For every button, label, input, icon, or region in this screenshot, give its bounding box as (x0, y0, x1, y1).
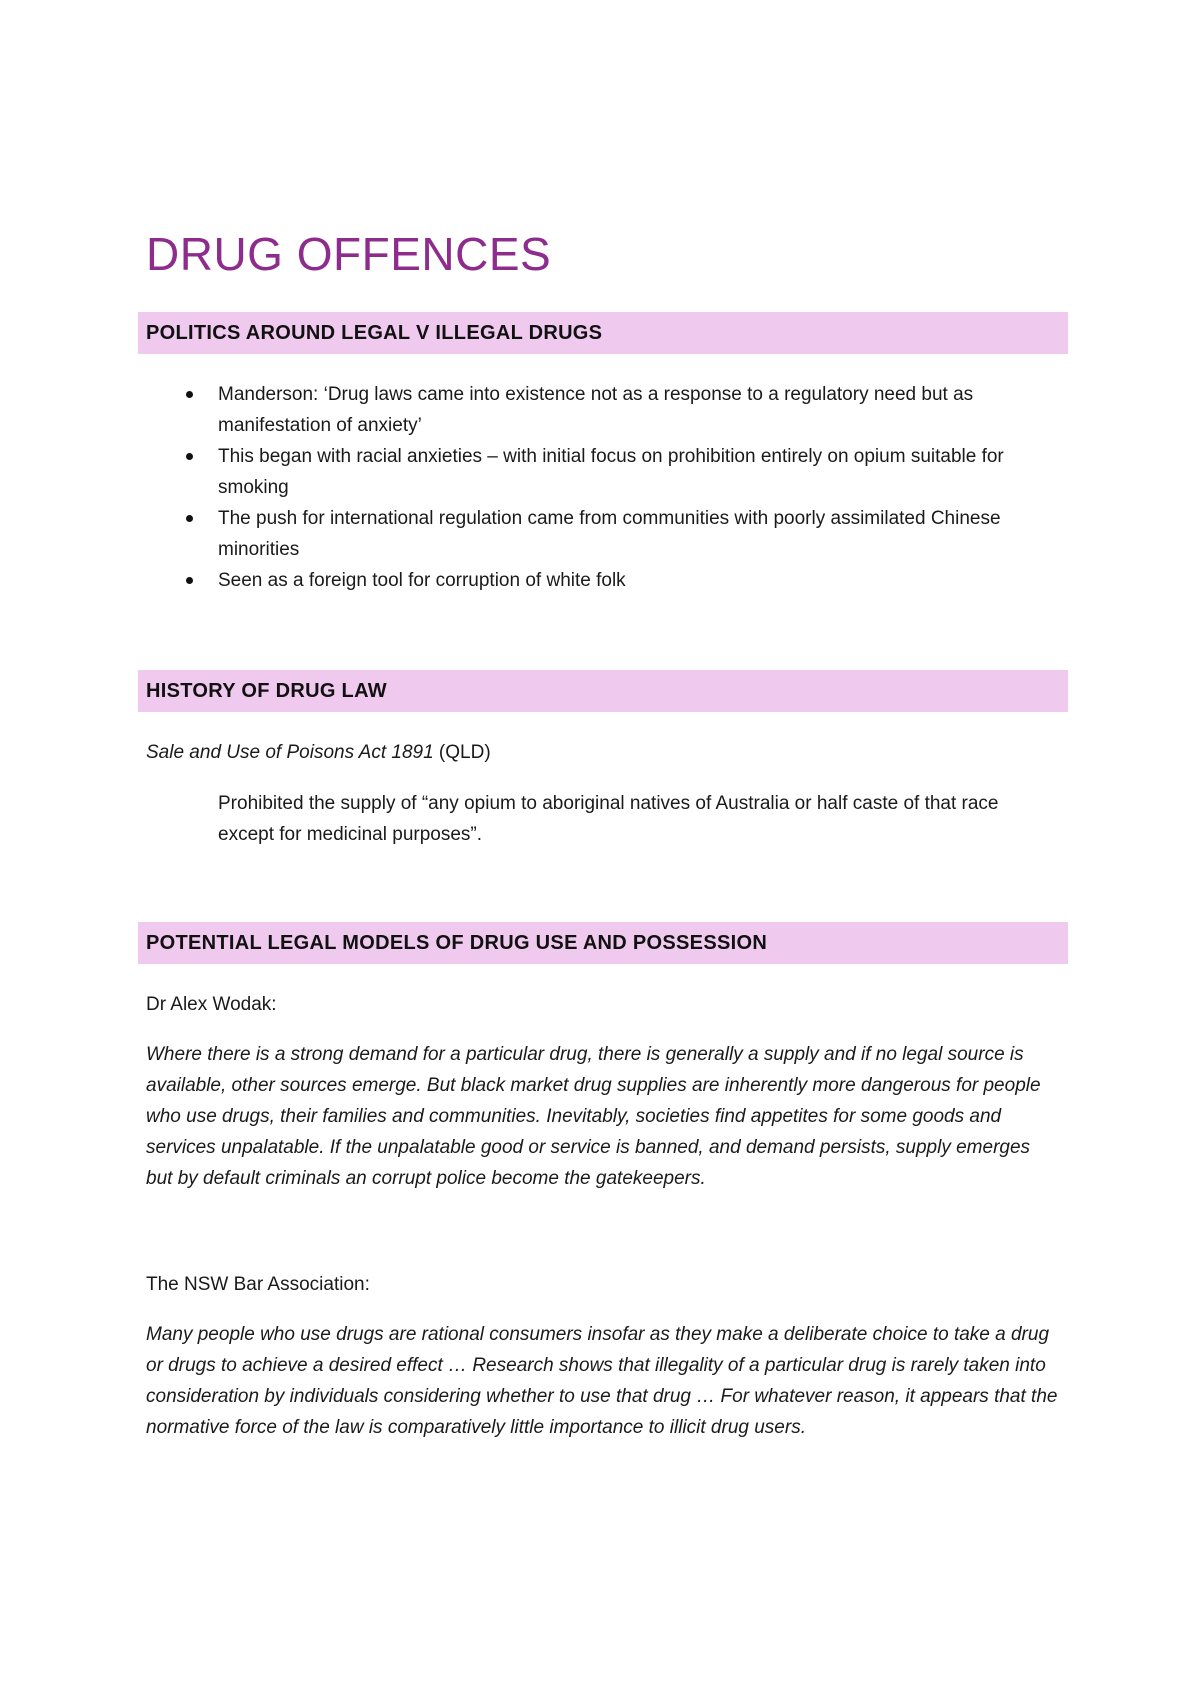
quote-text: Many people who use drugs are rational consumers insofar as they make a deliberate choice to take a drug or drugs to achieve a desired effect … Research shows that illegality of a particular drug is rarely taken into consideration by individuals considering whether to use that drug … For whatever reason, it appears that the normative force of the law is comparatively little importance to illicit drug users. (146, 1324, 1058, 1438)
quote-text: Where there is a strong demand for a particular drug, there is generally a supply and if no legal source is available, other sources emerge. But black market drug supplies are inherently more dangerous for people who use drugs, their families and communities. Inevitably, societies find appetites for some goods and services unpalatable. If the unpalatable good or service is banned, and demand persists, supply emerges but by default criminals an corrupt police become the gatekeepers. (146, 1044, 1041, 1189)
list-item-text: This began with racial anxieties – with initial focus on prohibition entirely on opium suitable for smoking (218, 446, 1004, 498)
list-item (146, 441, 1066, 503)
quote-source: Dr Alex Wodak: (146, 994, 277, 1015)
list-item-text: The push for international regulation came from communities with poorly assimilated Chinese minorities (218, 508, 1001, 560)
list-item-text: Manderson: ‘Drug laws came into existence not as a response to a regulatory need but as manifestation of anxiety’ (218, 384, 974, 436)
section-heading-politics (138, 312, 1068, 354)
page-title: DRUG OFFENCES (146, 228, 552, 280)
act-description: Prohibited the supply of “any opium to aboriginal natives of Australia or half caste of that race except for medicinal purposes”. (218, 793, 999, 845)
politics-bullet-list (146, 379, 1066, 596)
quote-source: The NSW Bar Association: (146, 1274, 370, 1295)
section-heading-text: POTENTIAL LEGAL MODELS OF DRUG USE AND POSSESSION (146, 931, 768, 954)
bullet-icon (186, 515, 193, 522)
bullet-icon (186, 391, 193, 398)
list-item (146, 379, 1066, 441)
list-item (146, 565, 1066, 596)
section-heading-history (138, 670, 1068, 712)
bullet-icon (186, 453, 193, 460)
list-item-text: Seen as a foreign tool for corruption of white folk (218, 570, 626, 591)
act-jurisdiction: (QLD) (433, 742, 491, 763)
section-heading-text: HISTORY OF DRUG LAW (146, 679, 387, 702)
section-heading-text: POLITICS AROUND LEGAL V ILLEGAL DRUGS (146, 321, 603, 344)
section-heading-legal-models (138, 922, 1068, 964)
act-citation (146, 737, 1046, 768)
act-name: Sale and Use of Poisons Act 1891 (146, 742, 434, 763)
list-item (146, 503, 1066, 565)
bullet-icon (186, 577, 193, 584)
